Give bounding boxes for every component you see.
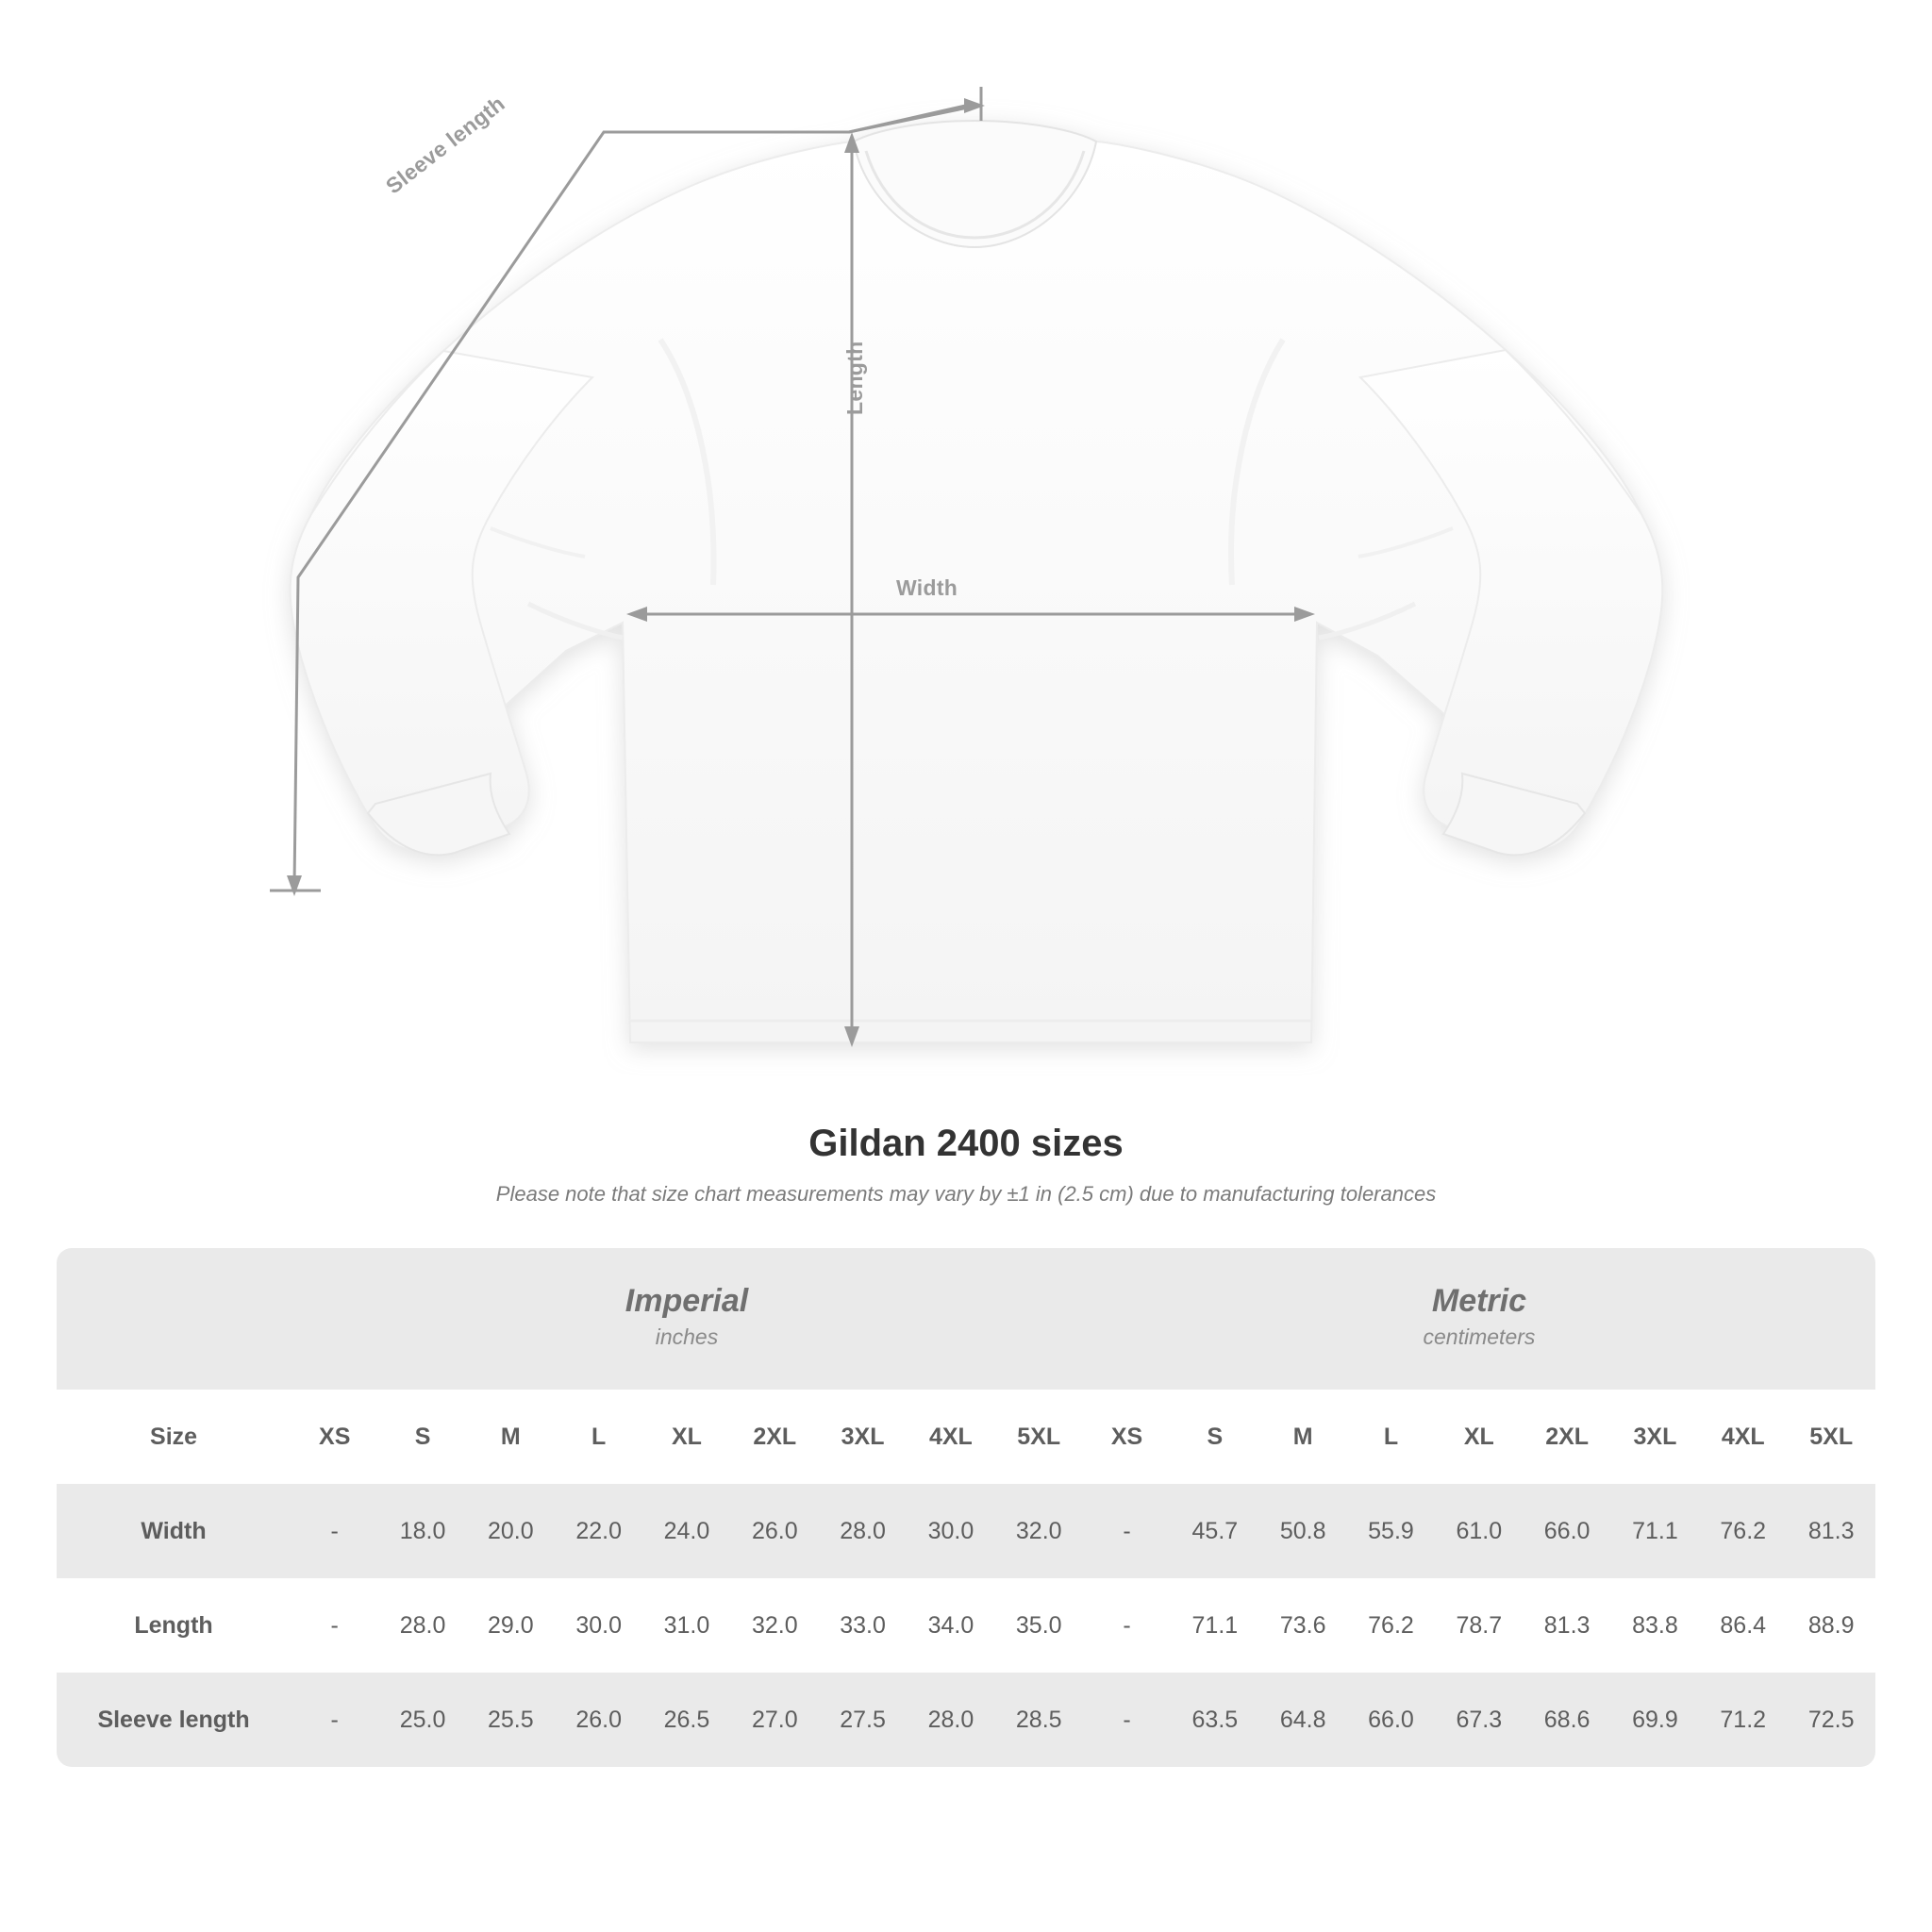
cell-sleeve-imperial-xs: -: [291, 1673, 378, 1767]
cell-length-metric-4xl: 86.4: [1699, 1578, 1787, 1673]
cell-sleeve-imperial-5xl: 28.5: [995, 1673, 1083, 1767]
size-col-metric-3xl: 3XL: [1611, 1390, 1699, 1484]
cell-width-metric-xl: 61.0: [1435, 1484, 1523, 1578]
cell-length-metric-xs: -: [1083, 1578, 1171, 1673]
size-col-imperial-xs: XS: [291, 1390, 378, 1484]
cell-width-metric-s: 45.7: [1171, 1484, 1258, 1578]
cell-length-metric-m: 73.6: [1259, 1578, 1347, 1673]
cell-width-metric-l: 55.9: [1347, 1484, 1435, 1578]
size-col-metric-xl: XL: [1435, 1390, 1523, 1484]
cell-width-imperial-l: 22.0: [555, 1484, 642, 1578]
sleeve-length-label: Sleeve length: [381, 91, 509, 199]
cell-sleeve-metric-5xl: 72.5: [1787, 1673, 1875, 1767]
size-col-imperial-l: L: [555, 1390, 642, 1484]
cell-length-imperial-2xl: 32.0: [731, 1578, 819, 1673]
page-title: Gildan 2400 sizes: [808, 1123, 1124, 1164]
size-col-imperial-5xl: 5XL: [995, 1390, 1083, 1484]
row-label-length: Length: [57, 1578, 291, 1673]
row-label-width: Width: [57, 1484, 291, 1578]
cell-width-metric-5xl: 81.3: [1787, 1484, 1875, 1578]
cell-width-imperial-5xl: 32.0: [995, 1484, 1083, 1578]
cell-sleeve-imperial-xl: 26.5: [642, 1673, 730, 1767]
cell-length-imperial-xs: -: [291, 1578, 378, 1673]
title-block: [0, 1123, 1932, 1207]
tolerance-note: Please note that size chart measurements may vary by ±1 in (2.5 cm) due to manufacturing tolerances: [495, 1182, 1437, 1206]
cell-length-metric-xl: 78.7: [1435, 1578, 1523, 1673]
cell-length-imperial-3xl: 33.0: [819, 1578, 907, 1673]
cell-width-metric-3xl: 71.1: [1611, 1484, 1699, 1578]
cell-length-metric-2xl: 81.3: [1523, 1578, 1610, 1673]
table-row: [57, 1673, 1875, 1767]
cell-sleeve-metric-2xl: 68.6: [1523, 1673, 1610, 1767]
cell-width-imperial-4xl: 30.0: [907, 1484, 994, 1578]
cell-width-imperial-xl: 24.0: [642, 1484, 730, 1578]
size-header-cell: Size: [57, 1390, 291, 1484]
size-col-imperial-m: M: [467, 1390, 555, 1484]
size-col-metric-s: S: [1171, 1390, 1258, 1484]
cell-width-metric-m: 50.8: [1259, 1484, 1347, 1578]
unit-imperial-cell: [291, 1248, 1083, 1390]
cell-length-imperial-m: 29.0: [467, 1578, 555, 1673]
cell-sleeve-imperial-s: 25.0: [378, 1673, 466, 1767]
width-label: Width: [896, 575, 958, 600]
size-col-metric-4xl: 4XL: [1699, 1390, 1787, 1484]
cell-width-imperial-s: 18.0: [378, 1484, 466, 1578]
cell-width-imperial-m: 20.0: [467, 1484, 555, 1578]
cell-sleeve-metric-4xl: 71.2: [1699, 1673, 1787, 1767]
cell-length-metric-5xl: 88.9: [1787, 1578, 1875, 1673]
cell-sleeve-imperial-2xl: 27.0: [731, 1673, 819, 1767]
cell-sleeve-metric-l: 66.0: [1347, 1673, 1435, 1767]
size-table: [57, 1248, 1875, 1767]
cell-length-imperial-5xl: 35.0: [995, 1578, 1083, 1673]
cell-width-metric-xs: -: [1083, 1484, 1171, 1578]
cell-width-imperial-3xl: 28.0: [819, 1484, 907, 1578]
size-col-metric-2xl: 2XL: [1523, 1390, 1610, 1484]
unit-metric-cell: [1083, 1248, 1875, 1390]
cell-length-imperial-s: 28.0: [378, 1578, 466, 1673]
cell-width-imperial-xs: -: [291, 1484, 378, 1578]
cell-width-metric-4xl: 76.2: [1699, 1484, 1787, 1578]
size-col-imperial-4xl: 4XL: [907, 1390, 994, 1484]
unit-imperial-sub: inches: [655, 1324, 719, 1350]
unit-blank-cell: [57, 1248, 291, 1390]
cell-sleeve-metric-3xl: 69.9: [1611, 1673, 1699, 1767]
cell-sleeve-imperial-m: 25.5: [467, 1673, 555, 1767]
size-col-imperial-3xl: 3XL: [819, 1390, 907, 1484]
cell-length-metric-3xl: 83.8: [1611, 1578, 1699, 1673]
cell-sleeve-imperial-3xl: 27.5: [819, 1673, 907, 1767]
table-row: [57, 1484, 1875, 1578]
cell-sleeve-metric-m: 64.8: [1259, 1673, 1347, 1767]
size-col-metric-xs: XS: [1083, 1390, 1171, 1484]
row-label-sleeve-length: Sleeve length: [57, 1673, 291, 1767]
table-row: [57, 1578, 1875, 1673]
cell-length-metric-s: 71.1: [1171, 1578, 1258, 1673]
cell-length-metric-l: 76.2: [1347, 1578, 1435, 1673]
cell-length-imperial-l: 30.0: [555, 1578, 642, 1673]
cell-sleeve-metric-xl: 67.3: [1435, 1673, 1523, 1767]
cell-sleeve-metric-xs: -: [1083, 1673, 1171, 1767]
unit-imperial-name: Imperial: [625, 1283, 749, 1320]
size-col-metric-l: L: [1347, 1390, 1435, 1484]
cell-sleeve-imperial-4xl: 28.0: [907, 1673, 994, 1767]
size-table-wrap: [57, 1248, 1875, 1767]
size-header-row: [57, 1390, 1875, 1484]
unit-header-row: [57, 1248, 1875, 1390]
size-col-metric-5xl: 5XL: [1787, 1390, 1875, 1484]
unit-metric-name: Metric: [1431, 1283, 1527, 1320]
cell-sleeve-metric-s: 63.5: [1171, 1673, 1258, 1767]
size-col-imperial-2xl: 2XL: [731, 1390, 819, 1484]
cell-width-imperial-2xl: 26.0: [731, 1484, 819, 1578]
size-col-imperial-s: S: [378, 1390, 466, 1484]
cell-sleeve-imperial-l: 26.0: [555, 1673, 642, 1767]
cell-length-imperial-4xl: 34.0: [907, 1578, 994, 1673]
length-label: Length: [842, 341, 867, 415]
cell-length-imperial-xl: 31.0: [642, 1578, 730, 1673]
size-col-metric-m: M: [1259, 1390, 1347, 1484]
unit-metric-sub: centimeters: [1423, 1324, 1536, 1350]
cell-width-metric-2xl: 66.0: [1523, 1484, 1610, 1578]
size-col-imperial-xl: XL: [642, 1390, 730, 1484]
